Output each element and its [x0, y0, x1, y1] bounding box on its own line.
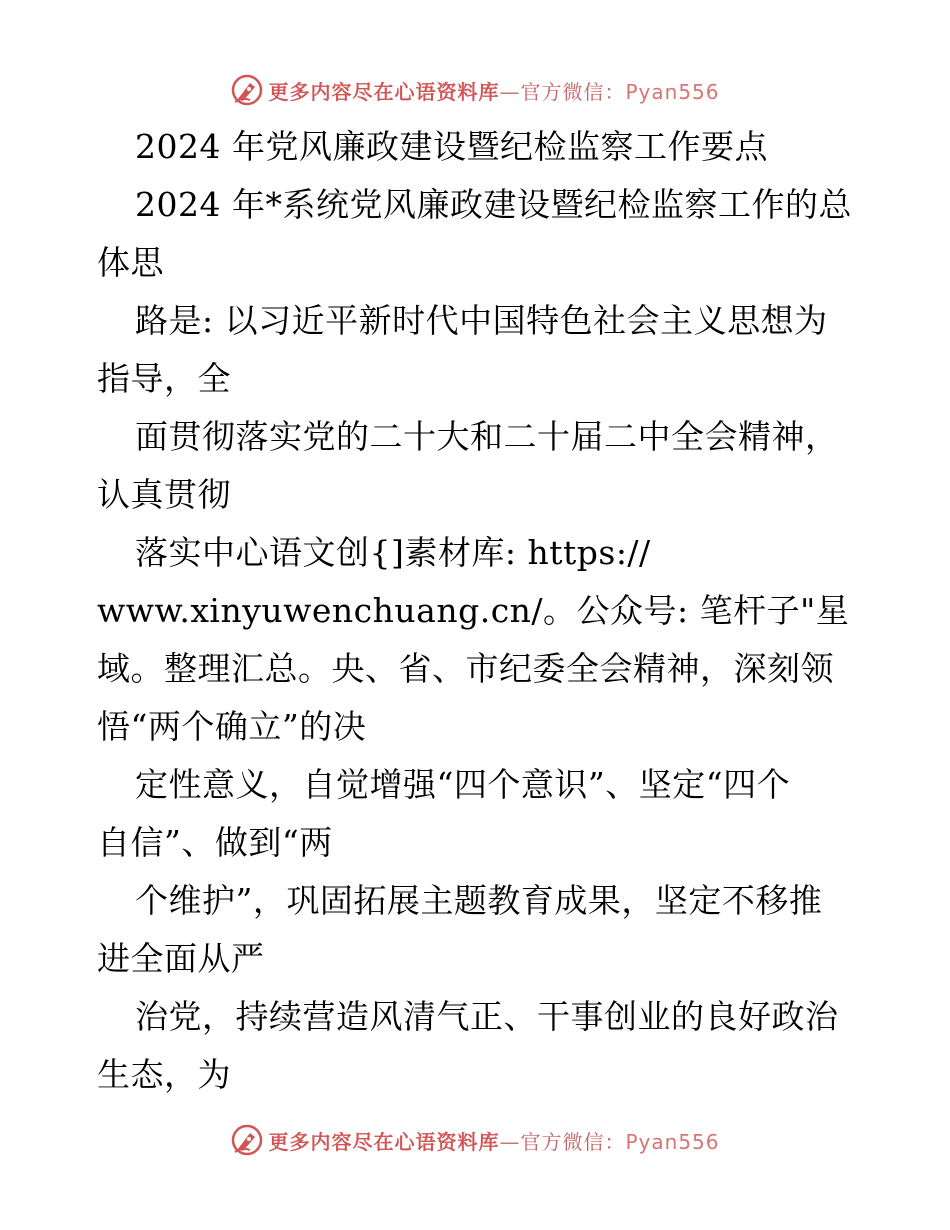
- document-line: 落实中心语文创{]素材库: https://: [135, 533, 651, 572]
- document-line: 域。整理汇总。央、省、市纪委全会精神，深刻领: [97, 649, 834, 688]
- watermark-wechat-id: Pyan556: [625, 79, 720, 104]
- watermark-banner-bottom: [0, 1120, 950, 1160]
- watermark-separator: —: [499, 1129, 521, 1154]
- watermark-cn-text: 更多内容尽在心语资料库: [268, 79, 500, 104]
- document-line: 定性意义，自觉增强“四个意识”、坚定“四个: [135, 765, 791, 804]
- document-line: www.xinyuwenchuang.cn/。公众号: 笔杆子"星: [97, 591, 850, 630]
- pen-nib-logo-icon: [230, 73, 264, 107]
- document-line: 体思: [97, 243, 164, 282]
- watermark-wechat-label: 官方微信：: [520, 79, 626, 104]
- document-line: 生态，为: [97, 1055, 231, 1094]
- document-line: 个维护”，巩固拓展主题教育成果，坚定不移推: [135, 881, 823, 920]
- watermark-separator: —: [499, 79, 521, 104]
- pen-nib-logo-icon: [230, 1123, 264, 1157]
- document-line: 自信”、做到“两: [97, 823, 333, 862]
- document-line: 路是: 以习近平新时代中国特色社会主义思想为: [135, 301, 828, 340]
- document-line: 指导，全: [97, 359, 231, 398]
- document-line: 认真贯彻: [97, 475, 231, 514]
- document-line: 治党，持续营造风清气正、干事创业的良好政治: [135, 997, 839, 1036]
- watermark-text: [268, 1126, 719, 1155]
- watermark-text: [268, 76, 719, 105]
- watermark-cn-text: 更多内容尽在心语资料库: [268, 1129, 500, 1154]
- document-line: 2024 年*系统党风廉政建设暨纪检监察工作的总: [135, 185, 852, 224]
- document-line: 进全面从严: [97, 939, 265, 978]
- document-line: 2024 年党风廉政建设暨纪检监察工作要点: [135, 127, 768, 166]
- watermark-banner-top: [0, 70, 950, 110]
- watermark-wechat-label: 官方微信：: [520, 1129, 626, 1154]
- watermark-wechat-id: Pyan556: [625, 1129, 720, 1154]
- document-line: 悟“两个确立”的决: [97, 707, 367, 746]
- document-body: [97, 118, 857, 1104]
- document-line: 面贯彻落实党的二十大和二十届二中全会精神，: [135, 417, 839, 456]
